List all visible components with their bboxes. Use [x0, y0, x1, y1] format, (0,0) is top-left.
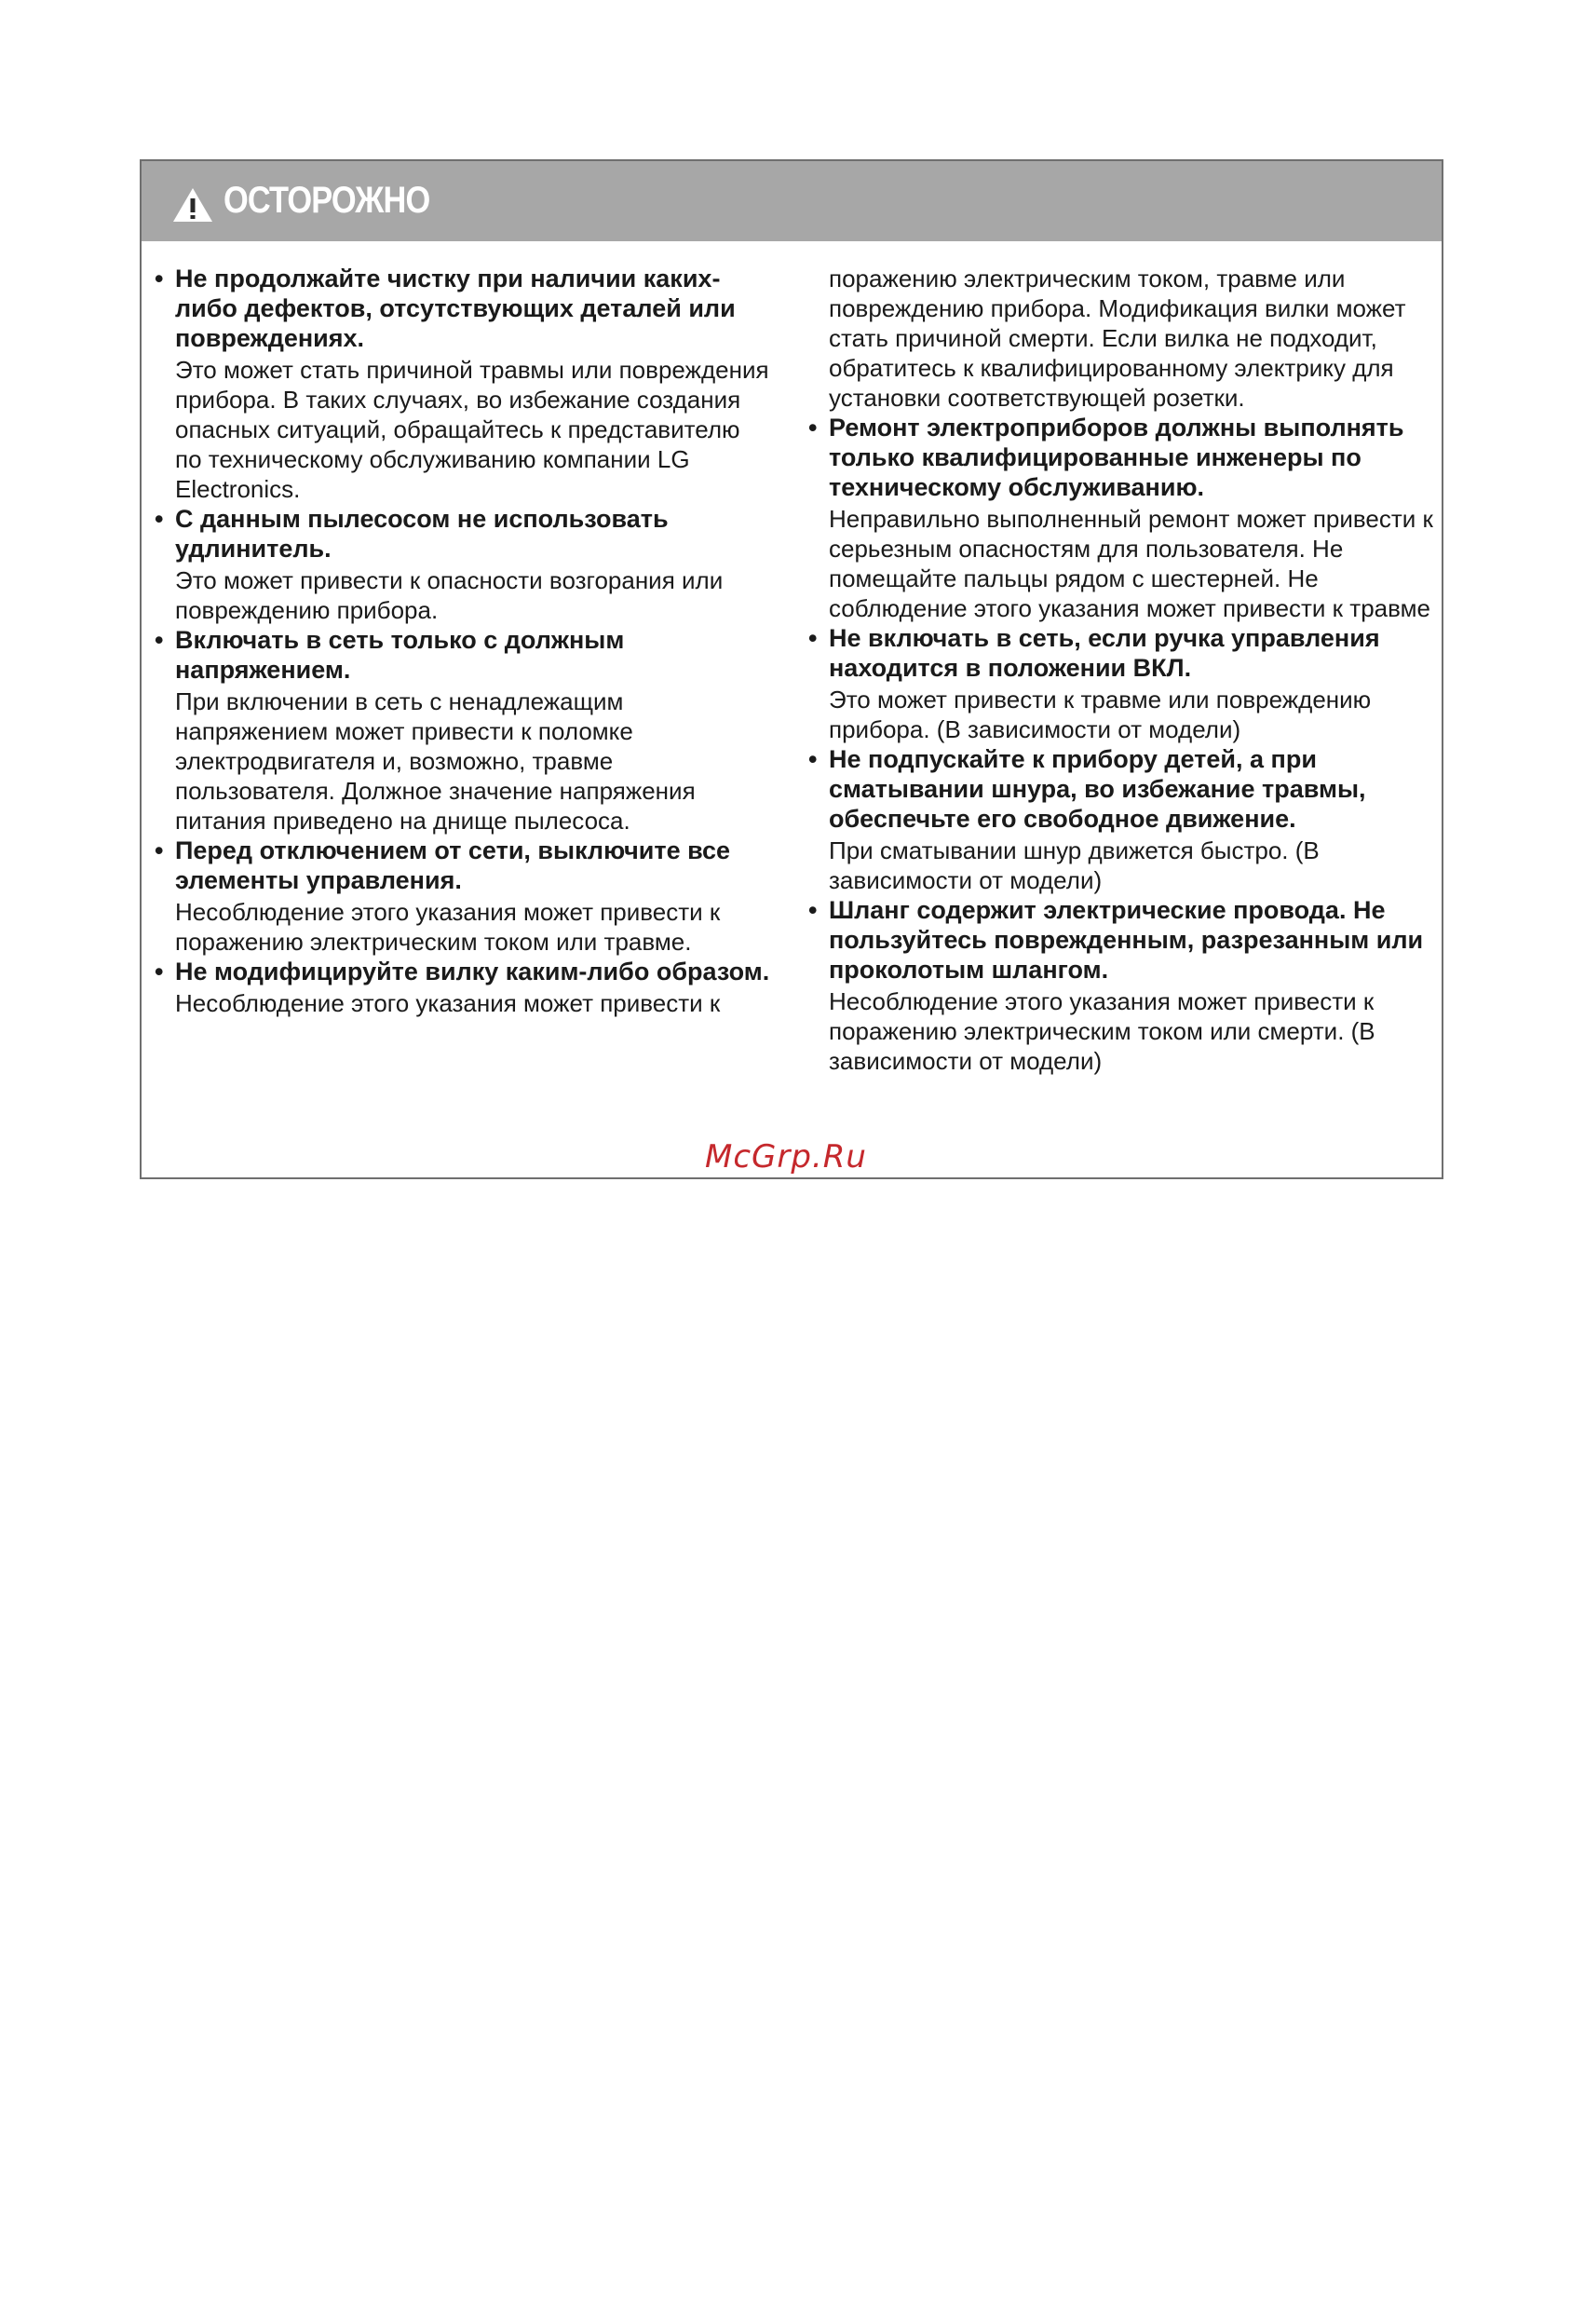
left-column	[155, 264, 773, 1018]
item-body: Неправильно выполненный ремонт может привести к серьезным опасностям для пользователя. Не помещайте пальцы рядом с шестерней. Не соблюдение этого указания может привести к травме	[829, 505, 1433, 622]
item-title: Перед отключением от сети, выключите все элементы управления.	[175, 836, 731, 894]
caution-title: ОСТОРОЖНО	[224, 180, 430, 221]
warning-triangle-icon	[171, 186, 214, 224]
caution-header	[142, 161, 1442, 241]
caution-item: • С данным пылесосом не использовать удлинитель. Это может привести к опасности возгорания или повреждению прибора.	[155, 504, 773, 625]
watermark: McGrp.Ru	[705, 1138, 867, 1176]
item-body: Это может привести к травме или повреждению прибора. (В зависимости от модели)	[829, 686, 1372, 743]
caution-box	[140, 159, 1443, 1179]
item-title: Не модифицируйте вилку каким-либо образом.	[175, 958, 770, 985]
item-body: Несоблюдение этого указания может привести к	[175, 989, 721, 1017]
item-title: Включать в сеть только с должным напряжением.	[175, 626, 625, 684]
item-body: При сматывании шнур движется быстро. (В зависимости от модели)	[829, 836, 1320, 894]
continued-text: поражению электрическим током, травме или повреждению прибора. Модификация вилки может стать причиной смерти. Если вилка не подходит, обратитесь к квалифицированному электрику для установки соответствующей розетки.	[829, 265, 1406, 412]
item-title: С данным пылесосом не использовать удлинитель.	[175, 505, 669, 563]
caution-item: • Включать в сеть только с должным напряжением. При включении в сеть с ненадлежащим напряжением может привести к поломке электродвигателя и, возможно, травме пользователя. Должное значение напряжения питания приведено на днище пылесоса.	[155, 625, 773, 836]
caution-item: • Не модифицируйте вилку каким-либо образом. Несоблюдение этого указания может привести к	[155, 957, 773, 1018]
item-title: Не включать в сеть, если ручка управления находится в положении ВКЛ.	[829, 624, 1380, 682]
caution-item: • Ремонт электроприборов должны выполнять только квалифицированные инженеры по техническому обслуживанию. Неправильно выполненный ремонт может привести к серьезным опасностям для пользователя. Не помещайте пальцы рядом с шестерней. Не соблюдение этого указания может привести к травме	[808, 414, 1433, 622]
item-title: Не продолжайте чистку при наличии каких-либо дефектов, отсутствующих деталей или повреждениях.	[175, 265, 736, 352]
caution-item: • Шланг содержит электрические провода. Не пользуйтесь поврежденным, разрезанным или проколотым шлангом. Несоблюдение этого указания может привести к поражению электрическим током или смерти. (В зависимости от модели)	[808, 895, 1434, 1076]
caution-item: • Не продолжайте чистку при наличии каких-либо дефектов, отсутствующих деталей или повреждениях. Это может стать причиной травмы или повреждения прибора. В таких случаях, во избежание создания опасных ситуаций, обращайтесь к представителю по техническому обслуживанию компании LG Electronics.	[155, 264, 773, 504]
right-column	[808, 264, 1434, 1076]
item-body: Это может стать причиной травмы или повреждения прибора. В таких случаях, во избежание создания опасных ситуаций, обращайтесь к представителю по техническому обслуживанию компании LG Electronics.	[175, 356, 769, 503]
caution-item: • Не подпускайте к прибору детей, а при сматывании шнура, во избежание травмы, обеспечьте его свободное движение. При сматывании шнур движется быстро. (В зависимости от модели)	[808, 744, 1434, 895]
caution-item: • Не включать в сеть, если ручка управления находится в положении ВКЛ. Это может привести к травме или повреждению прибора. (В зависимости от модели)	[808, 623, 1434, 744]
item-body: Это может привести к опасности возгорания или повреждению прибора.	[175, 566, 724, 624]
item-body: Несоблюдение этого указания может привести к поражению электрическим током или травме.	[175, 898, 721, 956]
item-title: Не подпускайте к прибору детей, а при сматывании шнура, во избежание травмы, обеспечьте его свободное движение.	[829, 745, 1366, 833]
item-body: При включении в сеть с ненадлежащим напряжением может привести к поломке электродвигателя и, возможно, травме пользователя. Должное значение напряжения питания приведено на днище пылесоса.	[175, 687, 696, 835]
caution-item: • Перед отключением от сети, выключите все элементы управления. Несоблюдение этого указания может привести к поражению электрическим током или травме.	[155, 836, 773, 957]
item-title: Шланг содержит электрические провода. Не пользуйтесь поврежденным, разрезанным или проколотым шлангом.	[829, 896, 1424, 984]
item-body: Несоблюдение этого указания может привести к поражению электрическим током или смерти. (В зависимости от модели)	[829, 987, 1375, 1075]
item-title: Ремонт электроприборов должны выполнять только квалифицированные инженеры по техническому обслуживанию.	[829, 414, 1404, 501]
